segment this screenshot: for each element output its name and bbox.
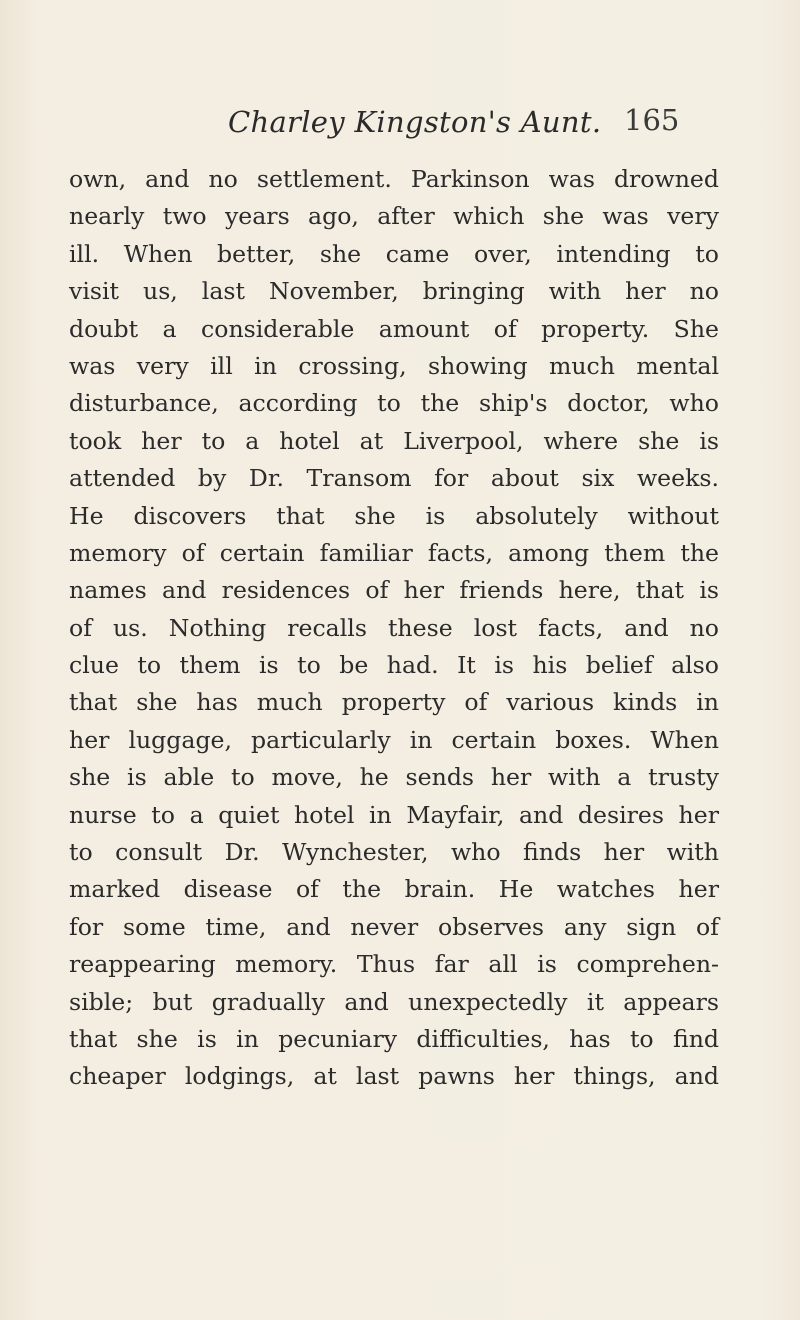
text-line: own, and no settlement. Parkinson was drowned xyxy=(69,165,719,193)
text-line: marked disease of the brain. He watches her xyxy=(69,875,719,904)
text-line: her luggage, particularly in certain boxes. When xyxy=(69,725,719,754)
text-line: doubt a considerable amount of property. She xyxy=(69,314,719,343)
text-line: took her to a hotel at Liverpool, where she is xyxy=(69,426,719,455)
text-line: to consult Dr. Wynchester, who finds her with xyxy=(69,838,719,867)
text-line: He discovers that she is absolutely without xyxy=(69,501,719,530)
text-line: nurse to a quiet hotel in Mayfair, and desires her xyxy=(69,800,719,829)
text-line: that she is in pecuniary difficulties, has to find xyxy=(69,1024,719,1053)
running-head xyxy=(0,97,800,141)
text-line: that she has much property of various kinds in xyxy=(69,688,719,717)
text-line: was very ill in crossing, showing much mental xyxy=(69,351,719,380)
body-text xyxy=(69,161,719,1096)
text-line: reappearing memory. Thus far all is comprehen- xyxy=(69,950,719,979)
text-line: nearly two years ago, after which she was very xyxy=(69,202,719,231)
text-line: names and residences of her friends here, that is xyxy=(69,576,719,605)
text-line: ill. When better, she came over, intending to xyxy=(69,239,719,268)
text-line: of us. Nothing recalls these lost facts, and no xyxy=(69,613,719,642)
text-line: attended by Dr. Transom for about six weeks. xyxy=(69,464,719,493)
text-line: cheaper lodgings, at last pawns her things, and xyxy=(69,1062,719,1091)
running-title: Charley Kingston's Aunt. xyxy=(228,105,602,139)
text-line: disturbance, according to the ship's doctor, who xyxy=(69,389,719,418)
text-line: she is able to move, he sends her with a trusty xyxy=(69,763,719,792)
text-line: clue to them is to be had. It is his belief also xyxy=(69,651,719,680)
text-line: for some time, and never observes any sign of xyxy=(69,912,719,941)
text-line: visit us, last November, bringing with her no xyxy=(69,277,719,306)
text-line: sible; but gradually and unexpectedly it appears xyxy=(69,987,719,1016)
page-number: 165 xyxy=(624,103,680,137)
text-line: memory of certain familiar facts, among them the xyxy=(69,538,719,567)
